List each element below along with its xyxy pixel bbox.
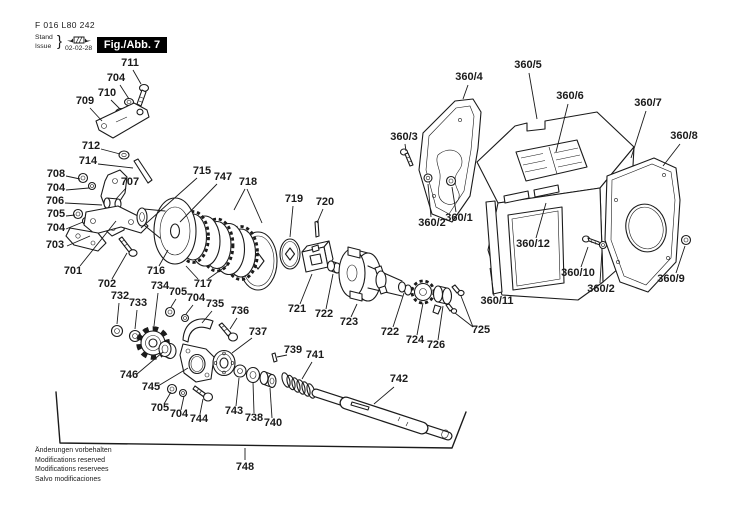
issue-date: 02-02-28 xyxy=(65,45,93,52)
part-label-704: 704 xyxy=(186,292,206,304)
part-706-pivot xyxy=(104,198,110,208)
part-label-360/4: 360/4 xyxy=(455,71,483,83)
part-label-726: 726 xyxy=(426,339,446,351)
part-742-shaft xyxy=(316,393,449,439)
leader-line-708 xyxy=(66,176,80,179)
part-label-735: 735 xyxy=(205,298,225,310)
part-label-725: 725 xyxy=(471,324,491,336)
part-label-747: 747 xyxy=(213,171,233,183)
part-715-hub-sleeve xyxy=(137,208,147,226)
part-label-738: 738 xyxy=(244,412,264,424)
note-line: Salvo modificaciones xyxy=(35,475,101,483)
part-label-707: 707 xyxy=(120,176,140,188)
part-label-705: 705 xyxy=(46,208,66,220)
part-709-bracket-plate xyxy=(96,103,149,138)
leader-line-719 xyxy=(290,206,293,237)
part-label-733: 733 xyxy=(128,297,148,309)
leader-line-720 xyxy=(317,209,323,223)
part-label-714: 714 xyxy=(78,155,98,167)
leader-line-736 xyxy=(230,318,237,329)
part-label-360/8: 360/8 xyxy=(670,130,698,142)
leader-line-360/7 xyxy=(631,111,646,158)
leader-line-704 xyxy=(66,188,89,190)
part-label-723: 723 xyxy=(339,316,359,328)
part-label-741: 741 xyxy=(305,349,325,361)
part-label-704: 704 xyxy=(46,182,66,194)
part-label-704: 704 xyxy=(169,408,189,420)
part-label-360/2: 360/2 xyxy=(587,283,615,295)
part-label-736: 736 xyxy=(230,305,250,317)
document-number: F 016 L80 242 xyxy=(35,20,96,30)
modification-notes xyxy=(35,446,112,484)
leader-line-722 xyxy=(393,293,404,327)
part-705-nut xyxy=(166,308,175,317)
leader-line-734 xyxy=(154,293,158,326)
part-label-360/7: 360/7 xyxy=(634,97,662,109)
part-label-710: 710 xyxy=(97,87,117,99)
part-360-2-washer xyxy=(424,174,432,182)
stand-label: Stand xyxy=(35,34,53,41)
part-label-360/11: 360/11 xyxy=(480,295,514,307)
part-label-709: 709 xyxy=(75,95,95,107)
leader-line-711 xyxy=(133,70,141,84)
part-label-722: 722 xyxy=(380,326,400,338)
leader-line-360/4 xyxy=(463,85,468,99)
leader-line-705 xyxy=(171,299,176,307)
part-label-720: 720 xyxy=(315,196,335,208)
part-label-739: 739 xyxy=(283,344,303,356)
part-label-702: 702 xyxy=(97,278,117,290)
part-740-bushing xyxy=(268,375,276,388)
leader-line-704 xyxy=(186,305,193,314)
part-label-715: 715 xyxy=(192,165,212,177)
leader-line-724 xyxy=(417,303,423,335)
note-line: Änderungen vorbehalten xyxy=(35,447,112,454)
issue-brace: } xyxy=(57,33,63,50)
part-705-nut xyxy=(74,210,83,219)
leader-line-744 xyxy=(200,399,203,414)
part-label-716: 716 xyxy=(146,265,166,277)
leader-line-746 xyxy=(137,352,163,374)
part-360-1-nut xyxy=(447,177,456,186)
part-label-360/1: 360/1 xyxy=(445,212,473,224)
part-708-nut xyxy=(79,174,88,183)
note-line: Modifications reserved xyxy=(35,456,106,464)
part-738-washer xyxy=(247,368,260,383)
part-705-nut xyxy=(168,385,177,394)
leader-line-741 xyxy=(302,362,312,379)
leader-line-742 xyxy=(374,387,394,404)
housing-assembly xyxy=(401,99,691,300)
part-732-ring xyxy=(112,326,123,337)
part-label-748: 748 xyxy=(235,461,255,473)
part-label-706: 706 xyxy=(45,195,65,207)
issue-label: Issue xyxy=(35,42,52,50)
part-704-washer xyxy=(180,390,187,397)
part-label-734: 734 xyxy=(150,280,170,292)
part-label-724: 724 xyxy=(405,334,425,346)
part-702-bolt xyxy=(119,237,132,252)
leader-line-743 xyxy=(236,378,239,406)
part-label-708: 708 xyxy=(46,168,66,180)
part-label-360/12: 360/12 xyxy=(516,238,550,250)
part-704-washer xyxy=(182,315,189,322)
leader-line-712 xyxy=(101,149,120,154)
part-label-742: 742 xyxy=(389,373,409,385)
note-line: Modifications reservees xyxy=(35,466,109,473)
leader-line-709 xyxy=(90,108,102,121)
leader-line-714 xyxy=(98,164,133,168)
leader-line-721 xyxy=(300,274,312,304)
part-360-9-nut xyxy=(682,236,691,245)
part-label-703: 703 xyxy=(45,239,65,251)
part-label-745: 745 xyxy=(141,381,161,393)
part-label-704: 704 xyxy=(46,222,66,234)
part-743-washer xyxy=(234,365,246,377)
part-label-360/6: 360/6 xyxy=(556,90,584,102)
part-label-717: 717 xyxy=(193,278,213,290)
part-735-guard xyxy=(183,319,213,342)
part-label-360/3: 360/3 xyxy=(390,131,418,143)
part-label-732: 732 xyxy=(110,290,130,302)
leader-line-738 xyxy=(253,382,254,413)
part-label-722: 722 xyxy=(314,308,334,320)
coupling-assembly xyxy=(280,221,464,314)
leader-line-718 xyxy=(247,189,262,223)
part-label-712: 712 xyxy=(81,140,101,152)
figure-number: Fig./Abb. 7 xyxy=(103,39,161,51)
leader-line-360/8 xyxy=(663,144,680,166)
part-label-743: 743 xyxy=(224,405,244,417)
upper-bracket-assembly xyxy=(66,85,152,257)
leader-line-732 xyxy=(117,303,119,324)
part-360-2-washer xyxy=(600,242,607,249)
part-label-360/2: 360/2 xyxy=(418,217,446,229)
leader-line-702 xyxy=(112,253,127,279)
part-739-pin xyxy=(272,353,277,362)
part-label-718: 718 xyxy=(238,176,258,188)
part-741-spring xyxy=(280,372,316,399)
leader-line-704 xyxy=(66,222,83,229)
leader-line-718 xyxy=(234,189,245,210)
part-label-746: 746 xyxy=(119,369,139,381)
part-label-721: 721 xyxy=(287,303,307,315)
leader-line-706 xyxy=(65,203,102,205)
part-712-washer xyxy=(119,151,129,159)
part-label-704: 704 xyxy=(106,72,126,84)
part-label-740: 740 xyxy=(263,417,283,429)
leader-line-710 xyxy=(111,100,120,109)
part-704-washer xyxy=(89,183,96,190)
part-360-4-side-plate xyxy=(419,99,481,222)
leader-line-704 xyxy=(120,85,129,99)
part-label-744: 744 xyxy=(189,413,209,425)
leader-line-360/9 xyxy=(676,246,685,273)
part-label-360/5: 360/5 xyxy=(514,59,542,71)
part-label-711: 711 xyxy=(121,57,139,69)
leader-line-360/5 xyxy=(529,73,537,119)
part-726-collar xyxy=(443,288,452,304)
leader-line-745 xyxy=(158,368,188,386)
leader-line-733 xyxy=(135,310,137,329)
leader-line-722 xyxy=(326,274,333,309)
part-label-719: 719 xyxy=(284,193,304,205)
part-label-360/10: 360/10 xyxy=(561,267,595,279)
part-720-pin xyxy=(315,221,319,237)
part-label-701: 701 xyxy=(63,265,83,277)
part-label-360/9: 360/9 xyxy=(657,273,685,285)
leader-line-740 xyxy=(270,388,272,418)
part-label-705: 705 xyxy=(150,402,170,414)
part-label-737: 737 xyxy=(248,326,268,338)
part-label-705: 705 xyxy=(168,286,188,298)
